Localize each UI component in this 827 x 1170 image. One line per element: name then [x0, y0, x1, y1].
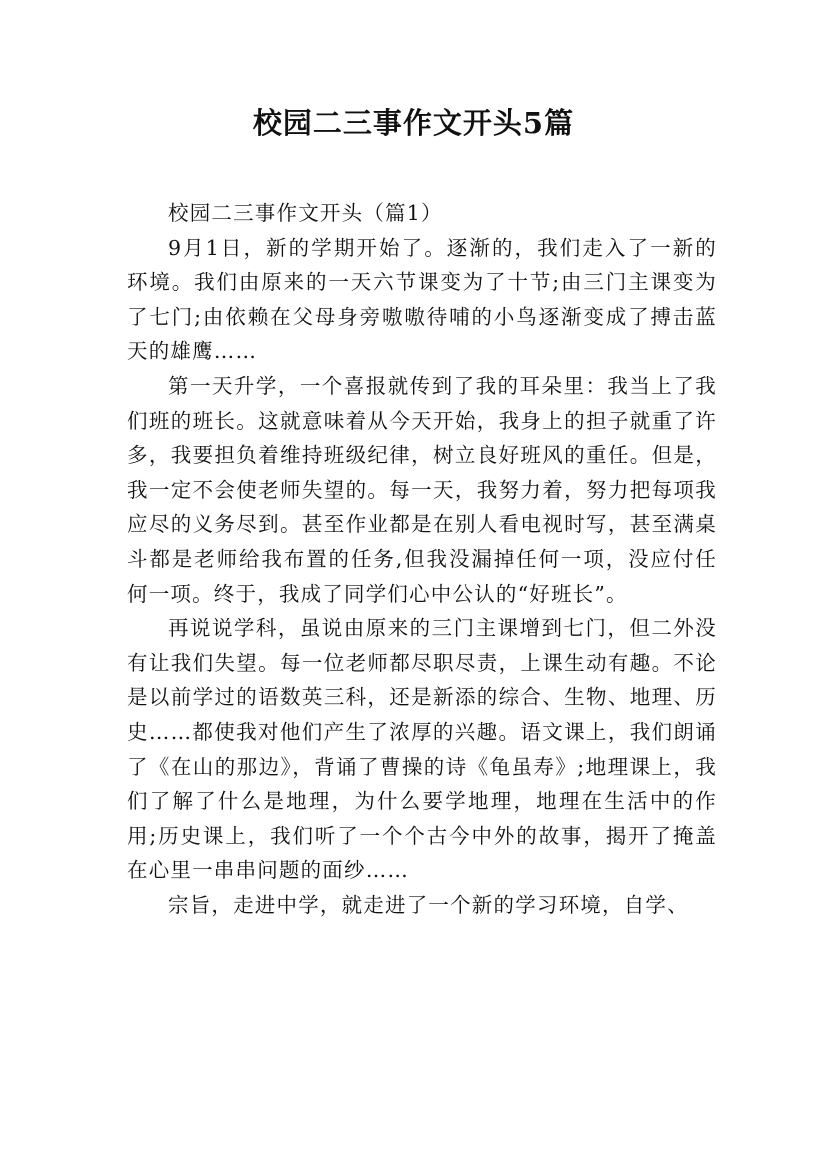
document-body: [127, 196, 717, 922]
paragraph: 9月1日，新的学期开始了。逐渐的，我们走入了一新的环境。我们由原来的一天六节课变为了十节;由三门主课变为了七门;由依赖在父母身旁嗷嗷待哺的小鸟逐渐变成了搏击蓝天的雄鹰……: [127, 235, 717, 364]
paragraph: 第一天升学，一个喜报就传到了我的耳朵里：我当上了我们班的班长。这就意味着从今天开始，我身上的担子就重了许多，我要担负着维持班级纪律，树立良好班风的重任。但是，我一定不会使老师失望的。每一天，我努力着，努力把每项我应尽的义务尽到。甚至作业都是在别人看电视时写，甚至满桌斗都是老师给我布置的任务,但我没漏掉任何一项，没应付任何一项。终于，我成了同学们心中公认的“好班长”。: [127, 373, 717, 606]
paragraph: 再说说学科，虽说由原来的三门主课增到七门，但二外没有让我们失望。每一位老师都尽职尽责，上课生动有趣。不论是以前学过的语数英三科，还是新添的综合、生物、地理、历史……都使我对他们产生了浓厚的兴趣。语文课上，我们朗诵了《在山的那边》，背诵了曹操的诗《龟虽寿》;地理课上，我们了解了什么是地理，为什么要学地理，地理在生活中的作用;历史课上，我们听了一个个古今中外的故事，揭开了掩盖在心里一串串问题的面纱……: [127, 616, 717, 883]
section-heading: 校园二三事作文开头（篇1）: [168, 201, 443, 225]
paragraph: 宗旨，走进中学，就走进了一个新的学习环境，自学、: [168, 892, 689, 917]
document-title: 校园二三事作文开头5篇: [252, 106, 575, 140]
